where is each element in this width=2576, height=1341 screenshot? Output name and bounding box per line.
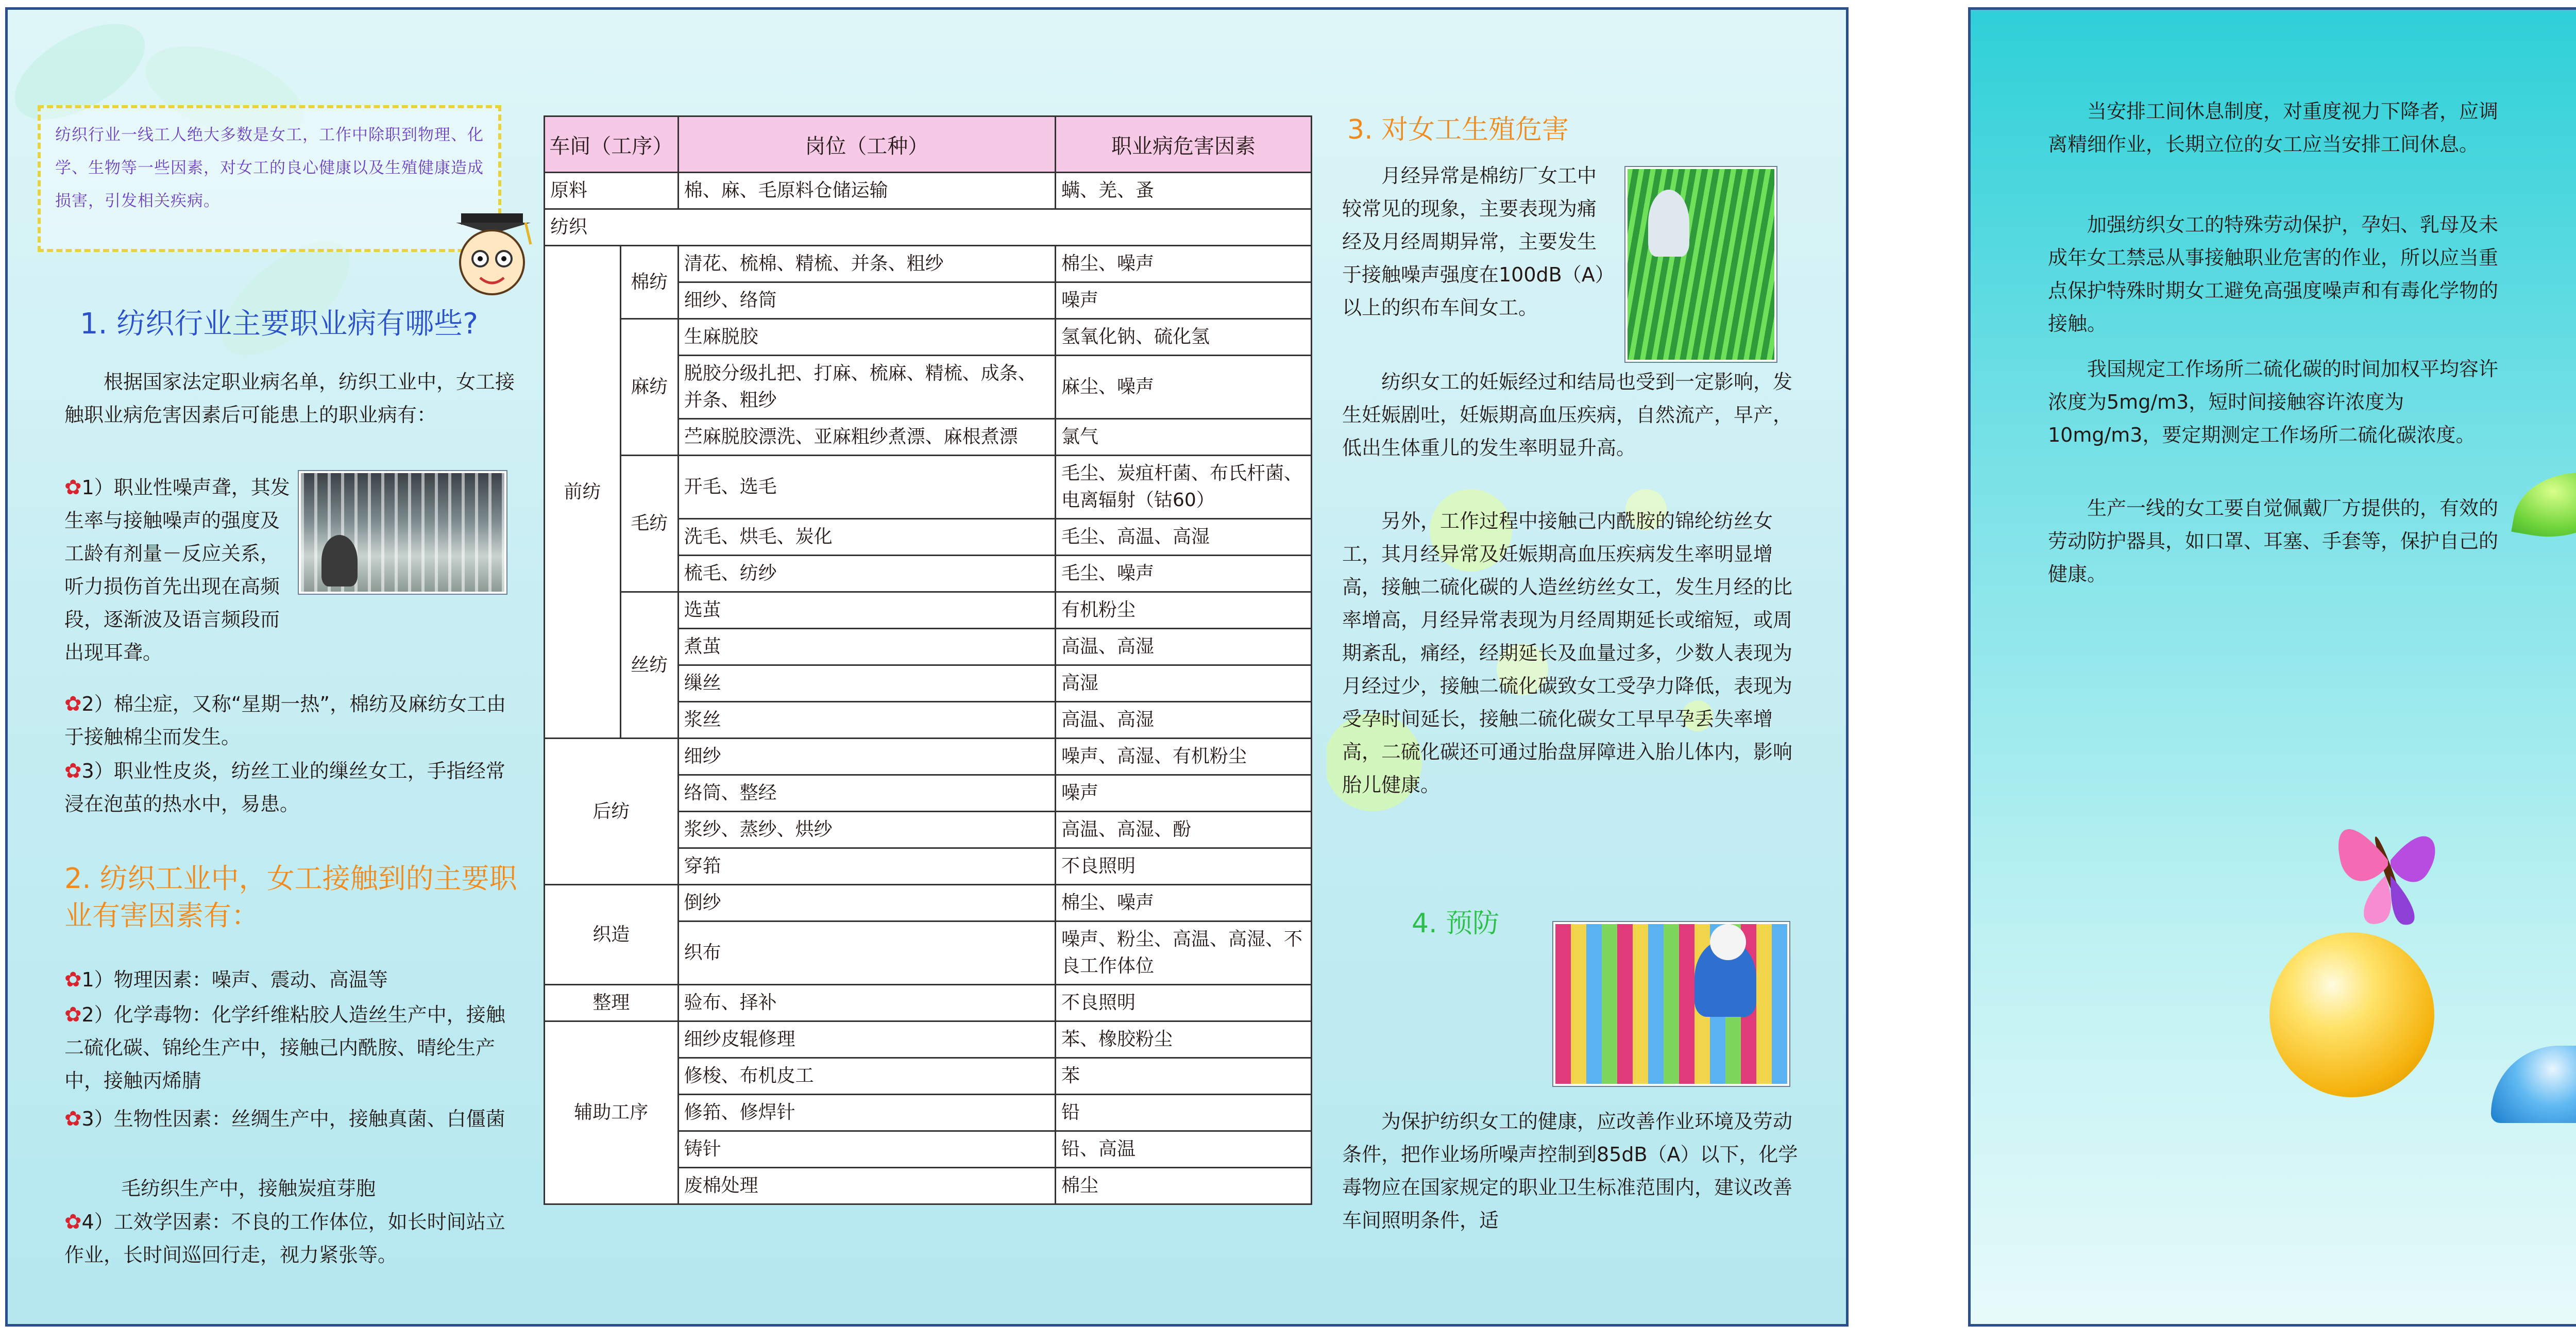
table-cell: 苯、橡胶粉尘 (1055, 1021, 1311, 1058)
table-cell: 高温、高湿 (1055, 629, 1311, 665)
table-cell: 丝纺 (620, 592, 678, 739)
table-row (545, 173, 1312, 209)
table-cell: 麻尘、噪声 (1055, 356, 1311, 419)
table-cell: 织造 (545, 885, 679, 985)
left-panel (5, 7, 1849, 1327)
table-cell: 修筘、修焊针 (678, 1095, 1055, 1131)
table-cell: 棉尘、噪声 (1055, 885, 1311, 921)
table-cell: 验布、择补 (678, 985, 1055, 1021)
table-cell: 络筒、整经 (678, 775, 1055, 812)
blue-drop-icon (2491, 1046, 2576, 1123)
flower-bullet-icon: ✿ (64, 759, 82, 783)
table-cell: 原料 (545, 173, 679, 209)
table-cell: 辅助工序 (545, 1021, 679, 1204)
section-4-paragraph-1: 为保护纺织女工的健康，应改善作业环境及劳动条件，把作业场所噪声控制到85dB（A）以下，化学毒物应在国家规定的职业卫生标准范围内，建议改善车间照明条件，适 (1342, 1110, 1798, 1232)
table-cell: 不良照明 (1055, 848, 1311, 885)
section-3-paragraph-1: 月经异常是棉纺厂女工中较常见的现象，主要表现为痛经及月经周期异常，主要发生于接触噪声强度在100dB（A）以上的织布车间女工。 (1342, 164, 1605, 319)
table-cell: 苎麻脱胶漂洗、亚麻粗纱煮漂、麻根煮漂 (678, 419, 1055, 456)
flower-bullet-icon: ✿ (64, 1107, 82, 1131)
table-cell: 不良照明 (1055, 985, 1311, 1021)
table-cell: 浆丝 (678, 702, 1055, 739)
table-header-cell: 职业病危害因素 (1055, 116, 1311, 173)
table-cell: 整理 (545, 985, 679, 1021)
table-cell: 毛尘、噪声 (1055, 556, 1311, 592)
section-2-item-4-row (64, 1205, 518, 1271)
section-1-item-2: 2）棉尘症，又称“星期一热”，棉纺及麻纺女工由于接触棉尘而发生。 (64, 693, 506, 748)
section-2-item-3b: 毛纺织生产中，接触炭疽芽胞 (121, 1177, 376, 1200)
section-1-intro: 根据国家法定职业病名单，纺织工业中，女工接触职业病危害因素后可能患上的职业病有： (64, 371, 515, 426)
table-cell: 细纱皮辊修理 (678, 1021, 1055, 1058)
table-row (545, 246, 1312, 282)
table-cell: 棉纺 (620, 246, 678, 319)
table-row (545, 985, 1312, 1021)
table-row (545, 209, 1312, 246)
table-cell: 棉、麻、毛原料仓储运输 (678, 173, 1055, 209)
table-cell: 生麻脱胶 (678, 319, 1055, 356)
table-row (545, 885, 1312, 921)
flower-bullet-icon: ✿ (64, 692, 82, 716)
table-cell: 高温、高湿、酚 (1055, 812, 1311, 848)
table-cell: 氢氧化钠、硫化氢 (1055, 319, 1311, 356)
cartoon-scholar-icon (448, 208, 538, 306)
hazard-table (544, 115, 1312, 1205)
section-1-item-2-row (64, 688, 518, 753)
photo-green-loom (1625, 167, 1776, 362)
table-cell: 毛纺 (620, 456, 678, 592)
right-paragraph-1: 当安排工间休息制度，对重度视力下降者，应调离精细作业，长期立位的女工应当安排工间休息。 (2048, 100, 2499, 156)
section-1-item-1-a (64, 471, 291, 669)
section-1-item-3: 3）职业性皮炎，纺丝工业的缫丝女工，手指经常浸在泡茧的热水中，易患。 (64, 760, 505, 815)
table-row (545, 1021, 1312, 1058)
table-row (545, 456, 1312, 519)
table-cell: 穿筘 (678, 848, 1055, 885)
flower-bullet-icon: ✿ (64, 1210, 82, 1234)
yellow-ball-icon (2269, 932, 2434, 1097)
section-2-item-1: 1）物理因素：噪声、震动、高温等 (81, 968, 388, 991)
table-cell: 螨、羌、蚤 (1055, 173, 1311, 209)
table-cell: 噪声 (1055, 282, 1311, 319)
right-paragraph-3: 我国规定工作场所二硫化碳的时间加权平均容许浓度为5mg/m3，短时间接触容许浓度为10mg/m3，要定期测定工作场所二硫化碳浓度。 (2048, 358, 2499, 446)
section-2-item-3-row (64, 1102, 518, 1135)
table-cell: 毛尘、炭疽杆菌、布氏杆菌、电离辐射（钴60） (1055, 456, 1311, 519)
table-cell: 前纺 (545, 246, 621, 739)
table-cell: 棉尘 (1055, 1168, 1311, 1204)
section-2-item-2-row (64, 998, 518, 1097)
table-cell: 麻纺 (620, 319, 678, 456)
section-3-paragraph-3: 另外，工作过程中接触己内酰胺的锦纶纺丝女工，其月经异常及妊娠期高血压疾病发生率明显增高，接触二硫化碳的人造丝纺丝女工，发生月经的比率增高，月经异常表现为月经周期延长或缩短，或周期紊乱，痛经，经期延长及血量过多，少数人表现为月经过少，接触二硫化碳致女工受孕力降低，表现为受孕时间延长，接触二硫化碳女工早早孕丢失率增高，二硫化碳还可通过胎盘屏障进入胎儿体内，影响胎儿健康。 (1342, 510, 1793, 796)
table-cell: 铅 (1055, 1095, 1311, 1131)
table-cell: 铸针 (678, 1131, 1055, 1168)
section-2-item-4: 4）工效学因素：不良的工作体位，如长时间站立作业，长时间巡回行走，视力紧张等。 (64, 1211, 505, 1266)
right-panel (1968, 7, 2576, 1327)
flower-bullet-icon: ✿ (64, 1003, 82, 1027)
table-cell: 噪声、高湿、有机粉尘 (1055, 739, 1311, 775)
table-cell: 棉尘、噪声 (1055, 246, 1311, 282)
table-cell: 梳毛、纺纱 (678, 556, 1055, 592)
section-2-title: 2. 纺织工业中，女工接触到的主要职业有害因素有： (64, 862, 517, 932)
section-1-item-3-row (64, 755, 518, 820)
table-cell: 氯气 (1055, 419, 1311, 456)
table-cell: 开毛、选毛 (678, 456, 1055, 519)
table-header-cell: 车间（工序） (545, 116, 679, 173)
butterfly-icon (2326, 798, 2445, 943)
table-cell: 高湿 (1055, 665, 1311, 702)
table-cell: 噪声 (1055, 775, 1311, 812)
flower-bullet-icon: ✿ (64, 476, 82, 499)
table-cell: 后纺 (545, 739, 679, 885)
table-cell: 噪声、粉尘、高温、高湿、不良工作体位 (1055, 921, 1311, 985)
table-cell: 铅、高温 (1055, 1131, 1311, 1168)
right-paragraph-4: 生产一线的女工要自觉佩戴厂方提供的，有效的劳动防护器具，如口罩、耳塞、手套等，保护自己的健康。 (2048, 497, 2499, 585)
table-cell: 苯 (1055, 1058, 1311, 1095)
table-cell: 织布 (678, 921, 1055, 985)
table-cell: 废棉处理 (678, 1168, 1055, 1204)
right-paragraph-2: 加强纺织女工的特殊劳动保护，孕妇、乳母及未成年女工禁忌从事接触职业危害的作业，所以应当重点保护特殊时期女工避免高强度噪声和有毒化学物的接触。 (2048, 213, 2499, 335)
table-header-row (545, 116, 1312, 173)
section-2-item-1-row (64, 963, 518, 996)
table-row (545, 592, 1312, 629)
table-cell: 修梭、布机皮工 (678, 1058, 1055, 1095)
table-cell: 高温、高湿 (1055, 702, 1311, 739)
intro-box (38, 105, 501, 252)
section-3-paragraph-2: 纺织女工的妊娠经过和结局也受到一定影响，发生妊娠剧吐，妊娠期高血压疾病，自然流产，早产，低出生体重儿的发生率明显升高。 (1342, 371, 1793, 459)
section-4-title: 4. 预防 (1412, 908, 1500, 939)
table-cell: 洗毛、烘毛、炭化 (678, 519, 1055, 556)
section-1-item-1: 1）职业性噪声聋，其发生率与接触噪声的强度及工龄有剂量－反应关系，听力损伤首先出现在高频段，逐渐波及语言频段而出现耳聋。 (64, 476, 290, 664)
table-cell: 煮茧 (678, 629, 1055, 665)
table-cell: 细纱 (678, 739, 1055, 775)
flower-bullet-icon: ✿ (64, 968, 82, 992)
section-2-item-3: 3）生物性因素：丝绸生产中，接触真菌、白僵菌 (81, 1108, 505, 1130)
table-row (545, 739, 1312, 775)
table-row (545, 319, 1312, 356)
intro-text: 纺织行业一线工人绝大多数是女工，工作中除职到物理、化学、生物等一些因素，对女工的良心健康以及生殖健康造成损害，引发相关疾病。 (55, 126, 484, 210)
table-cell: 缫丝 (678, 665, 1055, 702)
table-cell: 有机粉尘 (1055, 592, 1311, 629)
section-1-title: 1. 纺织行业主要职业病有哪些? (80, 307, 478, 341)
table-cell: 脱胶分级扎把、打麻、梳麻、精梳、成条、并条、粗纱 (678, 356, 1055, 419)
photo-weaving-factory (299, 471, 506, 594)
table-cell: 倒纱 (678, 885, 1055, 921)
table-cell: 细纱、络筒 (678, 282, 1055, 319)
table-cell: 选茧 (678, 592, 1055, 629)
table-cell: 纺织 (545, 209, 1312, 246)
table-cell: 清花、梳棉、精梳、并条、粗纱 (678, 246, 1055, 282)
section-2-item-2: 2）化学毒物：化学纤维粘胶人造丝生产中，接触二硫化碳、锦纶生产中，接触己内酰胺、晴纶生产中，接触丙烯腈 (64, 1003, 505, 1092)
photo-loom-worker (1553, 922, 1789, 1086)
table-header-cell: 岗位（工种） (678, 116, 1055, 173)
table-cell: 浆纱、蒸纱、烘纱 (678, 812, 1055, 848)
leaf-branch-decoration (2486, 226, 2576, 690)
section-3-title: 3. 对女工生殖危害 (1347, 114, 1569, 145)
table-cell: 毛尘、高温、高湿 (1055, 519, 1311, 556)
